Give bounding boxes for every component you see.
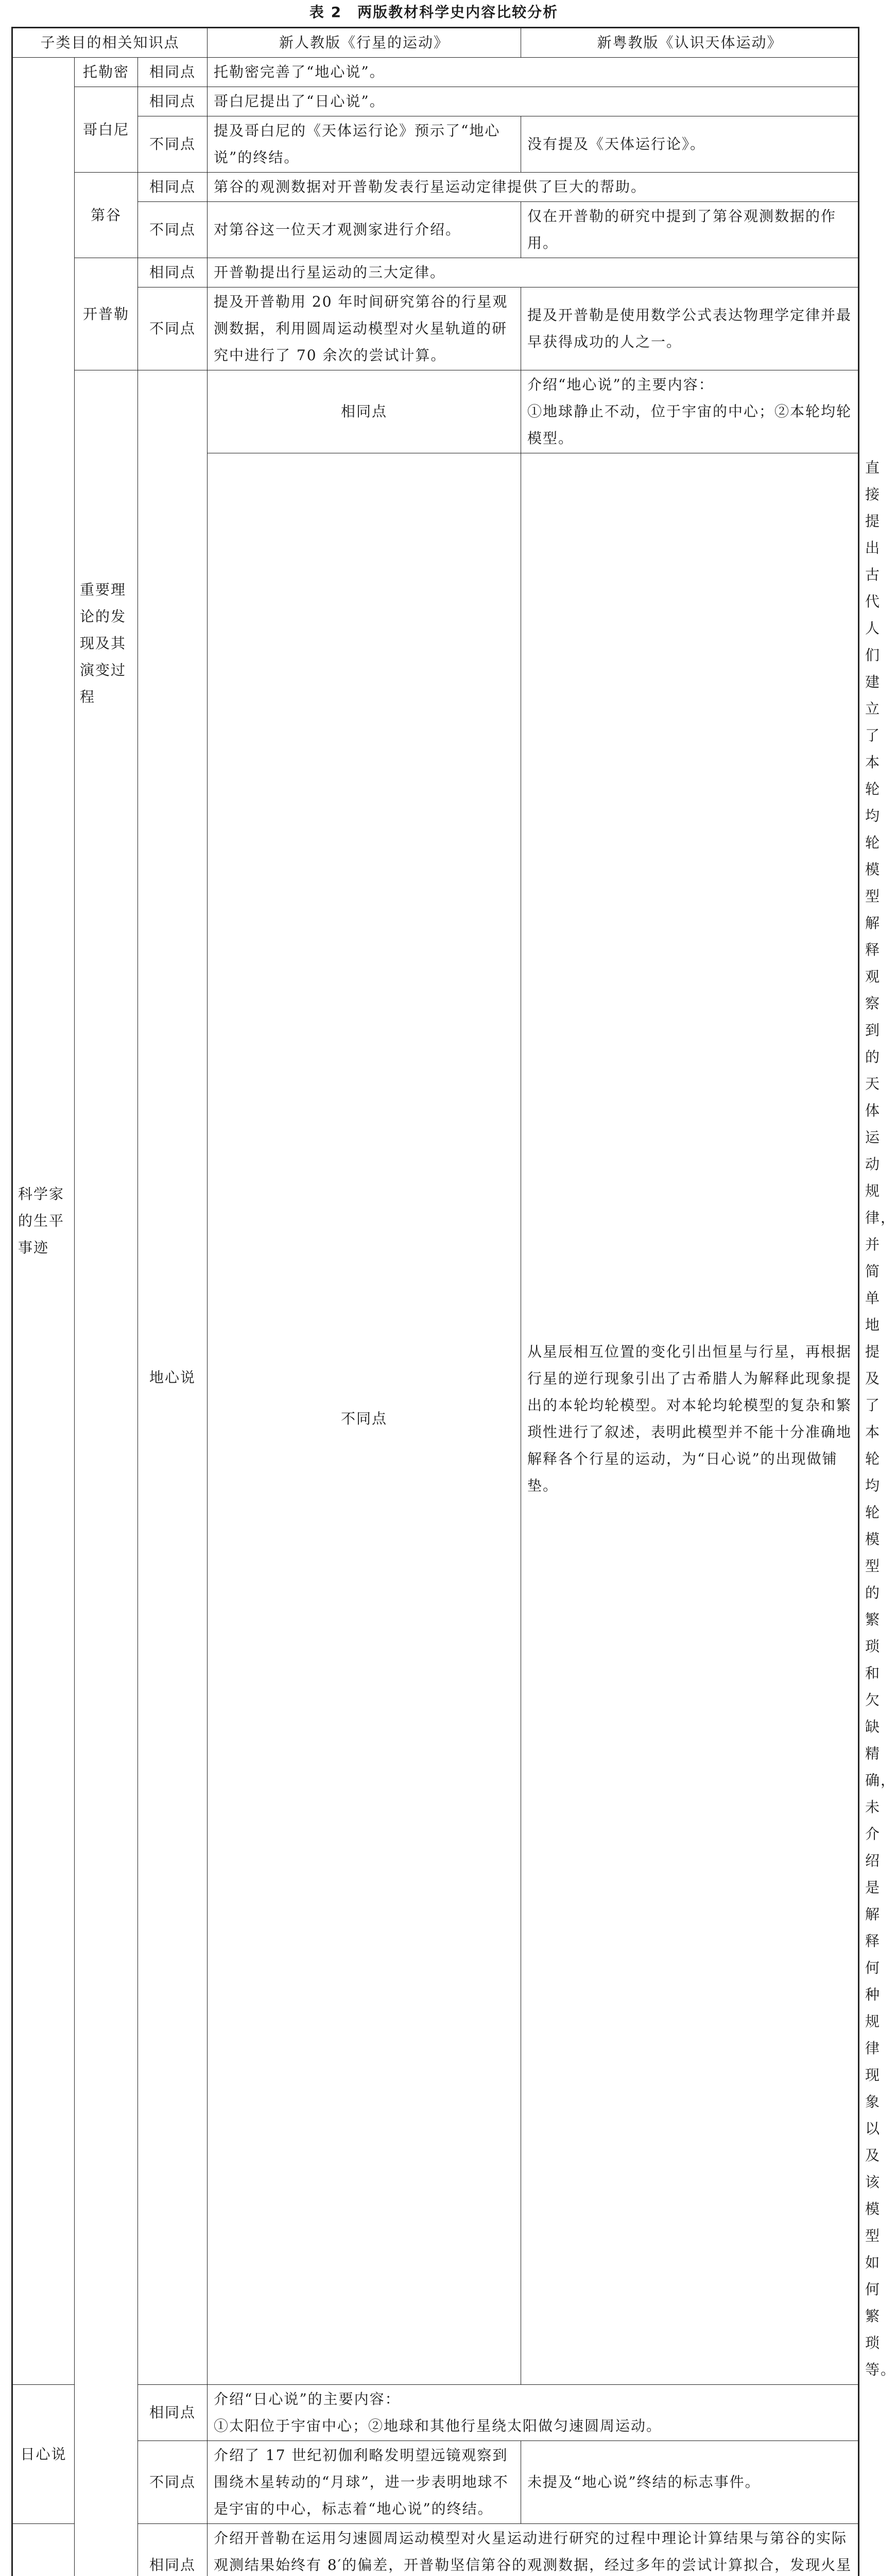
cell-copernicus-diff-renjiao: 提及哥白尼的《天体运行论》预示了“地心说”的终结。 (208, 116, 521, 173)
label-same: 相同点 (208, 370, 521, 453)
header-yuejiao: 新粤教版《认识天体运动》 (521, 28, 859, 58)
table-row: 不同点 从星辰相互位置的变化引出恒星与行星，再根据行星的逆行现象引出了古希腊人为解释此现象提出的本轮均轮模型。对本轮均轮模型的复杂和繁琐性进行了叙述，表明此模型并不能十分准确地解释各个行星的运动，为“日心说”的出现做铺垫。 直接提出古代人们建立了本轮均轮模型解释观察到的天体运动规律，并简单地提及了本轮均轮模型的繁琐和欠缺精确，未介绍是解释何种规律现象以及该模型如何繁琐等。 (12, 453, 859, 2385)
label-same: 相同点 (138, 87, 208, 116)
topic-kepler: 开普勒 (75, 258, 138, 370)
cell-heliocentric-same (208, 2385, 859, 2441)
cell-kepler-diff-renjiao: 提及开普勒用 20 年时间研究第谷的行星观测数据，利用圆周运动模型对火星轨道的研究中进行了 70 余次的尝试计算。 (208, 287, 521, 370)
topic-ptolemy: 托勒密 (75, 58, 138, 87)
topic-tycho: 第谷 (75, 173, 138, 258)
table-row (12, 58, 859, 87)
cell-geocentric-diff-renjiao: 从星辰相互位置的变化引出恒星与行星，再根据行星的逆行现象引出了古希腊人为解释此现象提出的本轮均轮模型。对本轮均轮模型的复杂和繁琐性进行了叙述，表明此模型并不能十分准确地解释各个行星的运动，为“日心说”的出现做铺垫。 (521, 453, 859, 2385)
header-knowledge-points: 子类目的相关知识点 (12, 28, 208, 58)
table-row (12, 370, 859, 453)
table-caption: 表 2 两版教材科学史内容比较分析 (0, 2, 868, 23)
label-diff: 不同点 (208, 453, 521, 2385)
topic-geocentric: 地心说 (138, 370, 208, 2385)
label-diff: 不同点 (138, 116, 208, 173)
topic-heliocentric: 日心说 (12, 2385, 75, 2524)
label-same: 相同点 (138, 2524, 208, 2576)
label-diff: 不同点 (138, 202, 208, 258)
heliocentric-same-line1: 介绍“日心说”的主要内容： (214, 2386, 852, 2413)
label-same: 相同点 (138, 2385, 208, 2441)
cell-heliocentric-diff-yuejiao: 未提及“地心说”终结的标志事件。 (521, 2441, 859, 2524)
header-row (12, 28, 859, 58)
table-row (12, 287, 859, 370)
section-label-scientists: 科学家的生平事迹 (12, 58, 75, 2385)
label-diff: 不同点 (138, 2441, 208, 2524)
table-row (12, 87, 859, 116)
cell-kepler-law-same: 介绍开普勒在运用匀速圆周运动模型对火星运动进行研究的过程中理论计算结果与第谷的实际观测结果始终有 8′的偏差，开普勒坚信第谷的观测数据，经过多年的尝试计算拟合，发现火星 (208, 2524, 859, 2576)
cell-geocentric-same (521, 370, 859, 453)
geocentric-same-line2: ①地球静止不动，位于宇宙的中心；②本轮均轮模型。 (527, 398, 852, 452)
label-same: 相同点 (138, 258, 208, 287)
geocentric-same-line1: 介绍“地心说”的主要内容： (527, 371, 852, 398)
heliocentric-same-line2: ①太阳位于宇宙中心；②地球和其他行星绕太阳做匀速圆周运动。 (214, 2413, 852, 2439)
topic-copernicus: 哥白尼 (75, 87, 138, 173)
cell-tycho-diff-renjiao: 对第谷这一位天才观测家进行介绍。 (208, 202, 521, 258)
comparison-table (11, 27, 859, 2576)
cell-tycho-diff-yuejiao: 仅在开普勒的研究中提到了第谷观测数据的作用。 (521, 202, 859, 258)
topic-kepler-law (12, 2524, 75, 2576)
table-row (12, 2441, 859, 2524)
section-label-theories: 重要理论的发现及其演变过程 (75, 370, 138, 2576)
table-row (12, 2524, 859, 2576)
cell-kepler-same: 开普勒提出行星运动的三大定律。 (208, 258, 859, 287)
table-row (12, 202, 859, 258)
cell-copernicus-diff-yuejiao: 没有提及《天体运行论》。 (521, 116, 859, 173)
table-row (12, 258, 859, 287)
cell-heliocentric-diff-renjiao: 介绍了 17 世纪初伽利略发明望远镜观察到围绕木星转动的“月球”，进一步表明地球不是宇宙的中心，标志着“地心说”的终结。 (208, 2441, 521, 2524)
cell-copernicus-same: 哥白尼提出了“日心说”。 (208, 87, 859, 116)
label-diff: 不同点 (138, 287, 208, 370)
table-row (12, 116, 859, 173)
cell-ptolemy-same: 托勒密完善了“地心说”。 (208, 58, 859, 87)
table-row (12, 2385, 859, 2441)
header-renjiao: 新人教版《行星的运动》 (208, 28, 521, 58)
cell-tycho-same: 第谷的观测数据对开普勒发表行星运动定律提供了巨大的帮助。 (208, 173, 859, 202)
label-same: 相同点 (138, 173, 208, 202)
cell-kepler-diff-yuejiao: 提及开普勒是使用数学公式表达物理学定律并最早获得成功的人之一。 (521, 287, 859, 370)
table-row (12, 173, 859, 202)
label-same: 相同点 (138, 58, 208, 87)
